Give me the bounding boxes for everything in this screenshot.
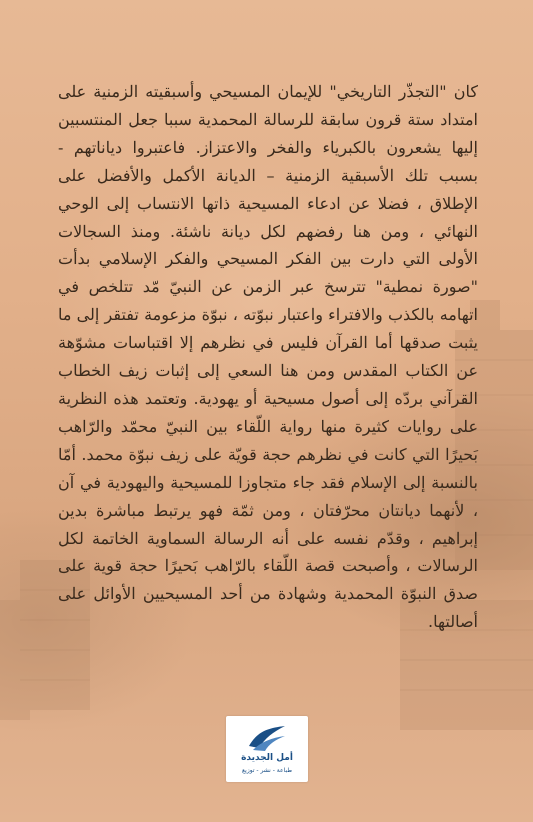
publisher-logo — [226, 716, 308, 782]
synopsis-paragraph: كان "التجذّر التاريخي" للإيمان المسيحي وأسبقيته الزمنية على امتداد ستة قرون سابقة للرسالة المحمدية سببا جعل المنتسبين إليها يشعرون بالكبرياء والفخر والاعتزاز. فاعتبروا دياناتهم - بسبب تلك الأسبقية الزمنية – الديانة الأكمل والأفضل على الإطلاق ، فضلا عن ادعاء المسيحية ذاتها الانتساب إلى الوحي النهائي ، ومن هنا رفضهم لكل ديانة ناشئة. ومنذ السجالات الأولى التي دارت بين الفكر المسيحي والفكر الإسلامي بدأت "صورة نمطية" تترسخ عبر الزمن عن النبيّ مّد تتلخص في اتهامه بالكذب والافتراء واعتبار نبوّته ، نبوّة مزعومة تفتقر إلى ما يثبت صدقها أما القرآن فليس في نظرهم إلا اقتباسات مشوّهة عن الكتاب المقدس ومن هنا السعي إلى إثبات زيف الخطاب القرآني بردّه إلى أصول مسيحية أو يهودية. وتعتمد هذه النظرية على روايات كثيرة منها رواية اللّقاء بين النبيّ محمّد والرّاهب بَحيرًا التي كانت في نظرهم حجة قويّة على زيف نبوّة محمد. أمّا بالنسبة إلى الإسلام فقد جاء متجاوزا للمسيحية واليهودية في آن ، لأنهما ديانتان محرّفتان ، ومن ثمّة فهو يرتبط مباشرة بدين إبراهيم ، وقدّم نفسه على أنه الرسالة السماوية الخاتمة لكل الرسالات ، وأصبحت قصة اللّقاء بالرّاهب بَحيرًا حجة قوية على صدق النبوّة المحمدية وشهادة من أحد المسيحيين الأوائل على أصالتها. — [58, 82, 479, 632]
publisher-tagline: طباعة - نشر - توزيع — [241, 767, 293, 774]
publisher-name: أمل الجديدة — [241, 753, 293, 763]
back-cover-text — [58, 78, 478, 636]
wave-logo-icon — [247, 722, 287, 752]
